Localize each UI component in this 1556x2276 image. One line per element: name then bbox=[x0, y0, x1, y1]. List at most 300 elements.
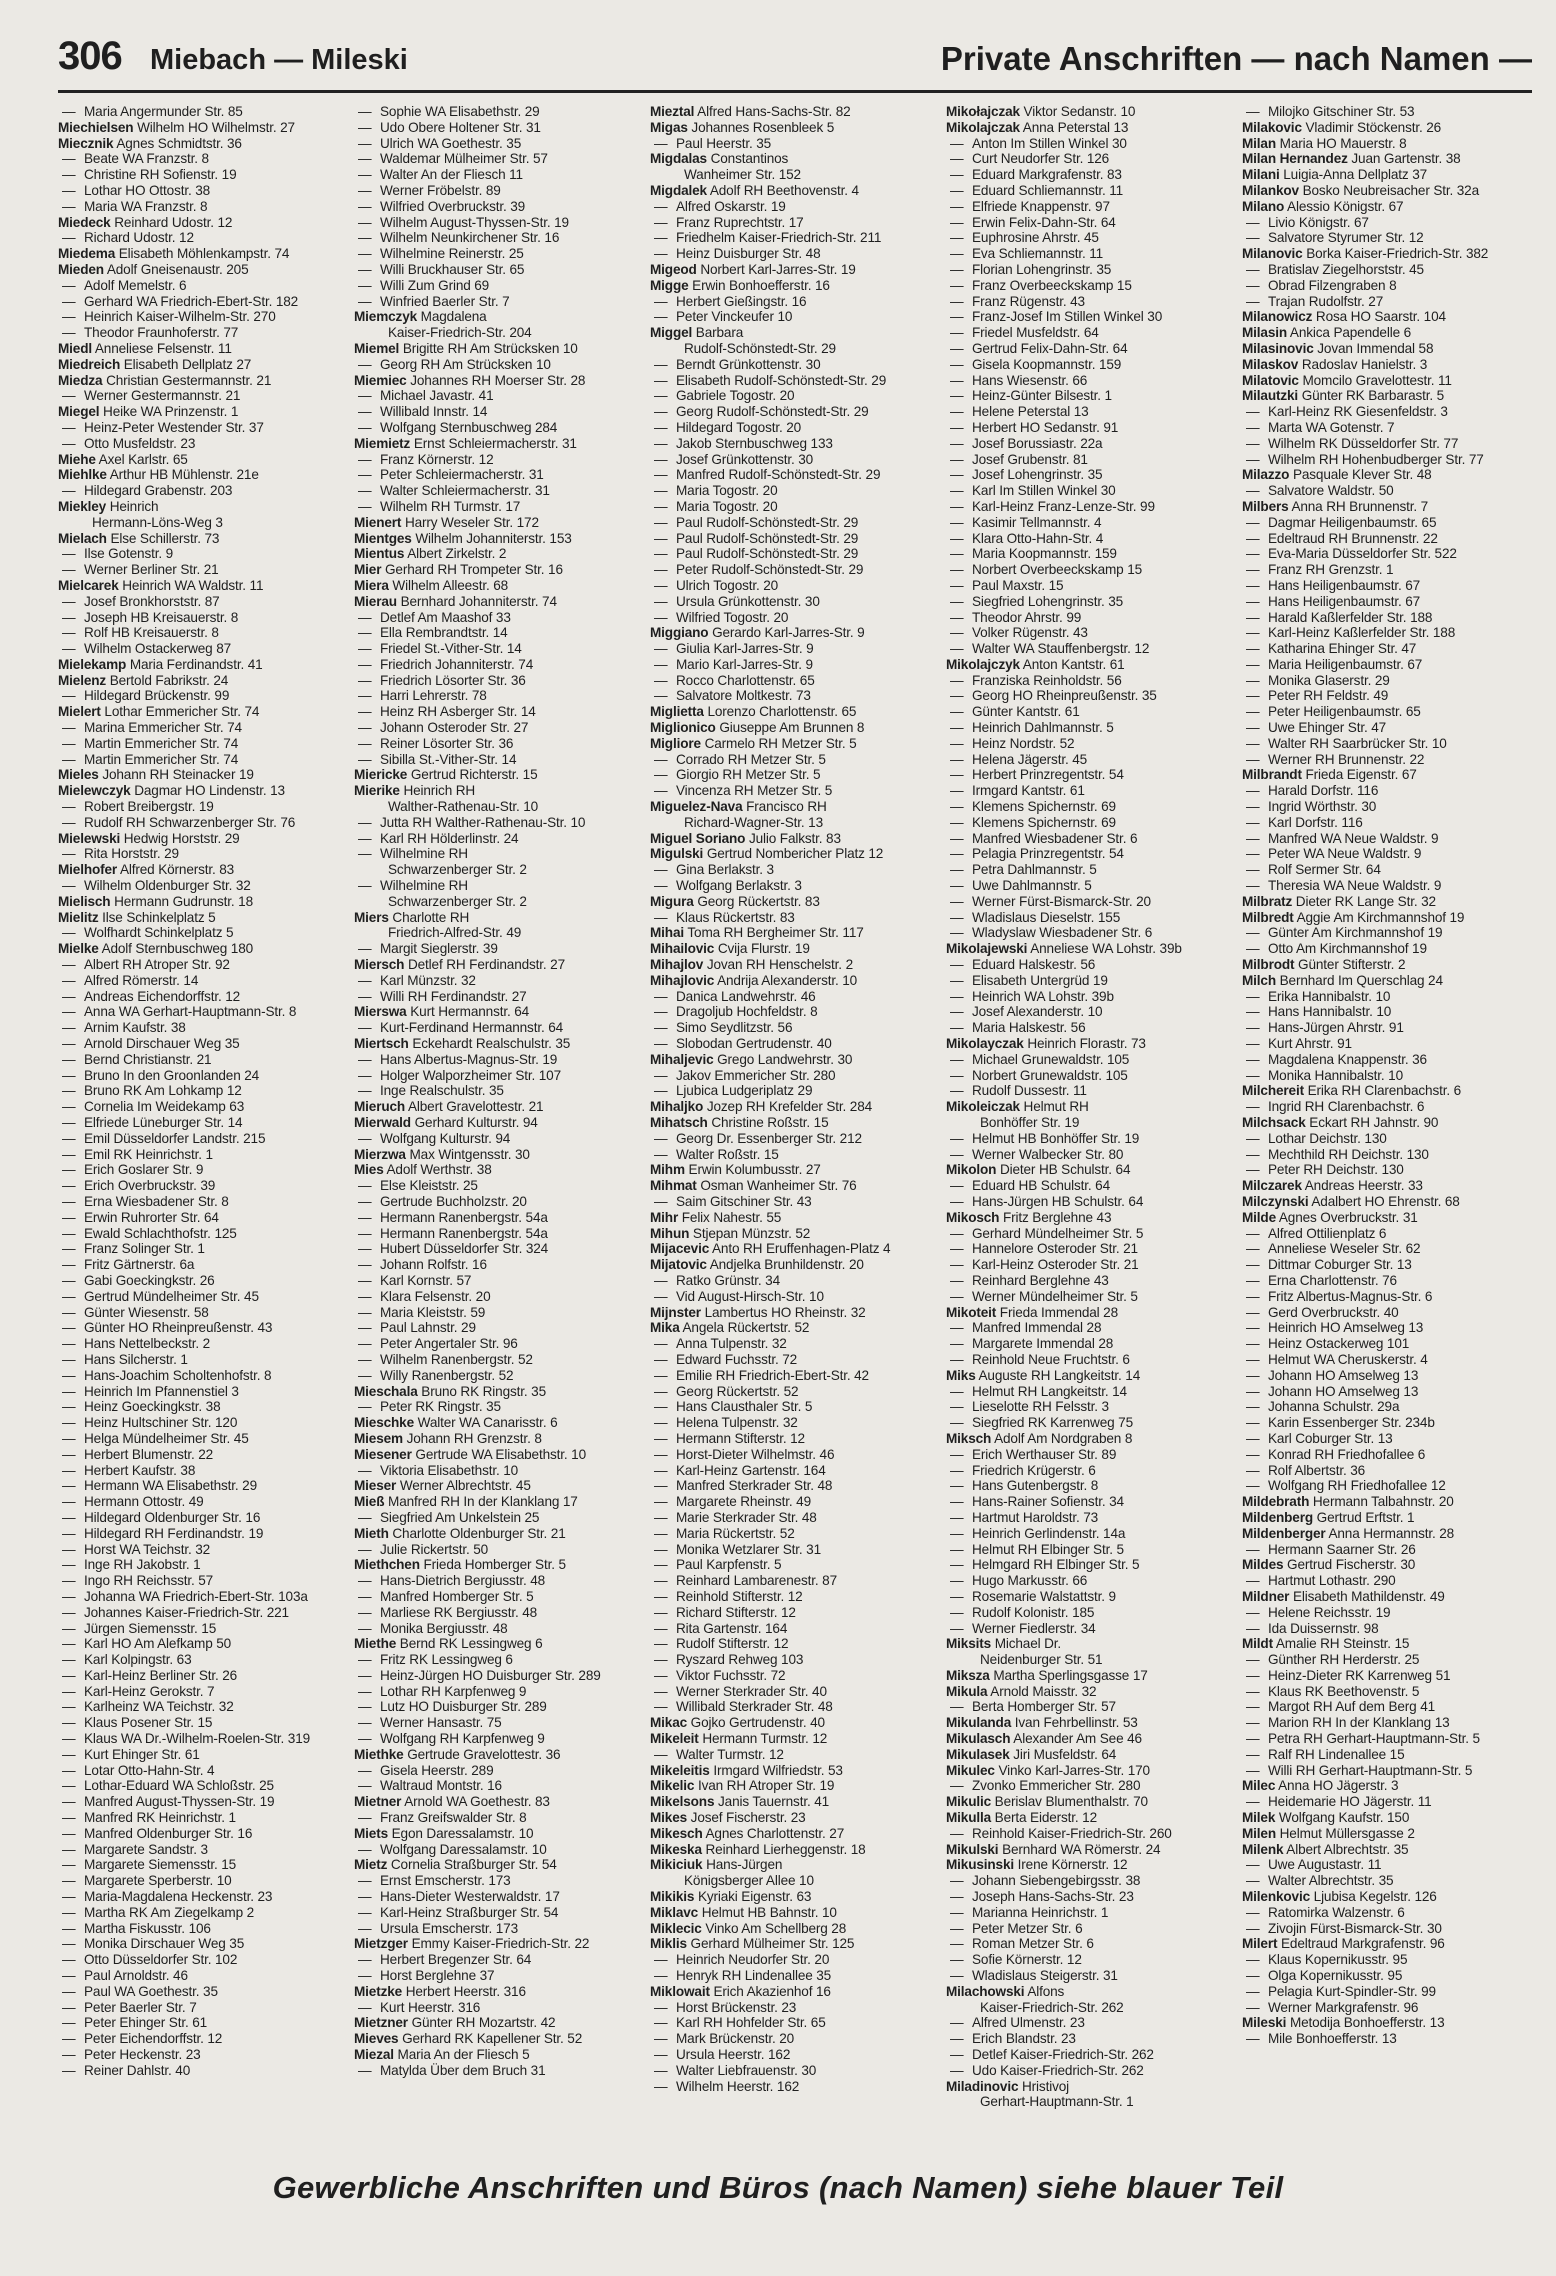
directory-entry bbox=[1242, 1494, 1530, 1510]
entry-surname: Miedreich bbox=[58, 356, 121, 372]
directory-entry bbox=[650, 1747, 938, 1763]
same-surname-dash: — bbox=[1246, 419, 1260, 435]
directory-entry bbox=[354, 294, 642, 310]
entry-details: Auguste RH Langkeitstr. 14 bbox=[978, 1367, 1141, 1383]
same-surname-dash: — bbox=[62, 1841, 76, 1857]
entry-details: Harry Weseler Str. 172 bbox=[404, 514, 539, 530]
entry-surname: Mildenberger bbox=[1242, 1525, 1326, 1541]
entry-details: Anto RH Eruffenhagen-Platz 4 bbox=[712, 1241, 891, 1257]
entry-details: Wilhelm Heerstr. 162 bbox=[676, 2078, 800, 2094]
same-surname-dash: — bbox=[950, 182, 964, 198]
entry-details: Richard Udostr. 12 bbox=[84, 230, 194, 246]
entry-details: Kaiser-Friedrich-Str. 204 bbox=[388, 325, 532, 341]
entry-details: Agnes Overbruckstr. 31 bbox=[1278, 1209, 1418, 1225]
entry-surname: Miggel bbox=[650, 325, 693, 341]
entry-details: Walter Albrechtstr. 35 bbox=[1268, 1873, 1394, 1889]
same-surname-dash: — bbox=[1246, 878, 1260, 894]
same-surname-dash: — bbox=[654, 1383, 668, 1399]
directory-entry bbox=[58, 467, 346, 483]
directory-entry bbox=[354, 1952, 642, 1968]
same-surname-dash: — bbox=[358, 1320, 372, 1336]
entry-details: Kurt Ahrstr. 91 bbox=[1268, 1036, 1352, 1052]
entry-details: Willi RH Gerhart-Hauptmann-Str. 5 bbox=[1268, 1762, 1473, 1778]
entry-details: Arnold Dirschauer Weg 35 bbox=[84, 1036, 240, 1052]
entry-details: Maria Angermunder Str. 85 bbox=[84, 104, 243, 119]
directory-entry bbox=[650, 1621, 938, 1637]
entry-surname: Mikosch bbox=[946, 1209, 1000, 1225]
entry-details: Rolf Sermer Str. 64 bbox=[1268, 862, 1381, 878]
same-surname-dash: — bbox=[654, 1667, 668, 1683]
directory-entry bbox=[1242, 1810, 1530, 1826]
entry-details: Irmgard Kantstr. 61 bbox=[972, 783, 1085, 799]
directory-entry bbox=[650, 1652, 938, 1668]
entry-details: Heinrich Gerlindenstr. 14a bbox=[972, 1525, 1126, 1541]
entry-details: Heinz-Jürgen HO Duisburger Str. 289 bbox=[380, 1667, 601, 1683]
directory-entry bbox=[354, 183, 642, 199]
same-surname-dash: — bbox=[1246, 1667, 1260, 1683]
entry-details: Dieter HB Schulstr. 64 bbox=[999, 1162, 1131, 1178]
directory-entry bbox=[1242, 1699, 1530, 1715]
directory-entry bbox=[946, 1162, 1234, 1178]
same-surname-dash: — bbox=[1246, 1320, 1260, 1336]
entry-surname: Milen bbox=[1242, 1825, 1276, 1841]
entry-details: Adolf Gneisenaustr. 205 bbox=[106, 261, 249, 277]
directory-entry bbox=[354, 610, 642, 626]
entry-surname: Migulski bbox=[650, 846, 704, 862]
entry-details: Erwin Kolumbusstr. 27 bbox=[688, 1162, 821, 1178]
same-surname-dash: — bbox=[1246, 1999, 1260, 2015]
entry-details: Heidemarie HO Jägerstr. 11 bbox=[1268, 1794, 1432, 1810]
same-surname-dash: — bbox=[62, 1336, 76, 1352]
same-surname-dash: — bbox=[358, 1351, 372, 1367]
same-surname-dash: — bbox=[654, 1683, 668, 1699]
same-surname-dash: — bbox=[950, 293, 964, 309]
entry-details: Christine RH Sofienstr. 19 bbox=[84, 167, 237, 183]
entry-details: Johannes Kaiser-Friedrich-Str. 221 bbox=[84, 1604, 289, 1620]
entry-details: Livio Königstr. 67 bbox=[1268, 214, 1369, 230]
same-surname-dash: — bbox=[358, 1288, 372, 1304]
entry-details: Maria-Magdalena Heckenstr. 23 bbox=[84, 1889, 273, 1905]
same-surname-dash: — bbox=[654, 467, 668, 483]
entry-surname: Mietzner bbox=[354, 2015, 408, 2031]
entry-surname: Mildner bbox=[1242, 1588, 1290, 1604]
entry-details: Michael Javastr. 41 bbox=[380, 388, 494, 404]
directory-entry bbox=[354, 831, 642, 847]
entry-details: Zvonko Emmericher Str. 280 bbox=[972, 1778, 1141, 1794]
entry-details: Werner Albrechtstr. 45 bbox=[399, 1478, 531, 1494]
same-surname-dash: — bbox=[654, 1999, 668, 2015]
directory-entry bbox=[58, 309, 346, 325]
entry-surname: Mietzger bbox=[354, 1936, 408, 1952]
directory-entry bbox=[946, 2063, 1234, 2079]
entry-details: Hans Gutenbergstr. 8 bbox=[972, 1478, 1099, 1494]
same-surname-dash: — bbox=[358, 1683, 372, 1699]
same-surname-dash: — bbox=[654, 293, 668, 309]
entry-details: Herbert Blumenstr. 22 bbox=[84, 1446, 214, 1462]
same-surname-dash: — bbox=[62, 1272, 76, 1288]
same-surname-dash: — bbox=[358, 182, 372, 198]
directory-entry bbox=[1242, 1194, 1530, 1210]
directory-entry bbox=[1242, 910, 1530, 926]
directory-entry bbox=[1242, 641, 1530, 657]
directory-entry bbox=[354, 1226, 642, 1242]
directory-entry bbox=[354, 1399, 642, 1415]
entry-surname: Mihaljko bbox=[650, 1099, 704, 1115]
same-surname-dash: — bbox=[1246, 1920, 1260, 1936]
entry-details: Hans Clausthaler Str. 5 bbox=[676, 1399, 813, 1415]
directory-entry bbox=[58, 546, 346, 562]
directory-entry bbox=[354, 1083, 642, 1099]
same-surname-dash: — bbox=[654, 1288, 668, 1304]
directory-entry bbox=[650, 499, 938, 515]
directory-entry bbox=[946, 1936, 1234, 1952]
directory-entry bbox=[1242, 1162, 1530, 1178]
entry-details: Karl Im Stillen Winkel 30 bbox=[972, 483, 1116, 499]
directory-entry bbox=[946, 1020, 1234, 1036]
same-surname-dash: — bbox=[1246, 1873, 1260, 1889]
same-surname-dash: — bbox=[358, 1873, 372, 1889]
directory-entry bbox=[58, 989, 346, 1005]
entry-surname: Mienert bbox=[354, 514, 402, 530]
directory-entry bbox=[1242, 2000, 1530, 2016]
same-surname-dash: — bbox=[62, 1825, 76, 1841]
entry-details: Peter Vinckeufer 10 bbox=[676, 309, 793, 325]
same-surname-dash: — bbox=[358, 1652, 372, 1668]
entry-details: Otto Düsseldorfer Str. 102 bbox=[84, 1952, 238, 1968]
directory-entry bbox=[1242, 1905, 1530, 1921]
directory-entry bbox=[354, 1431, 642, 1447]
directory-entry bbox=[354, 767, 642, 783]
entry-details: Alfons bbox=[1027, 1983, 1065, 1999]
entry-details: Jozep RH Krefelder Str. 284 bbox=[706, 1099, 873, 1115]
same-surname-dash: — bbox=[358, 2062, 372, 2078]
same-surname-dash: — bbox=[654, 1525, 668, 1541]
entry-details: Matylda Über dem Bruch 31 bbox=[380, 2062, 546, 2078]
entry-details: Vid August-Hirsch-Str. 10 bbox=[676, 1288, 824, 1304]
entry-surname: Mikac bbox=[650, 1715, 688, 1731]
entry-details: Christian Gestermannstr. 21 bbox=[106, 372, 272, 388]
same-surname-dash: — bbox=[950, 577, 964, 593]
same-surname-dash: — bbox=[950, 1399, 964, 1415]
entry-details: Karin Essenberger Str. 234b bbox=[1268, 1415, 1435, 1431]
entry-details: Hermann Ranenbergstr. 54a bbox=[380, 1225, 548, 1241]
entry-surname: Mietz bbox=[354, 1857, 388, 1873]
directory-entry bbox=[58, 610, 346, 626]
entry-details: Eva-Maria Düsseldorfer Str. 522 bbox=[1268, 546, 1457, 562]
entry-surname: Mika bbox=[650, 1320, 680, 1336]
entry-details: Albert Gravelottestr. 21 bbox=[407, 1099, 544, 1115]
directory-entry bbox=[58, 578, 346, 594]
entry-details: Beate WA Franzstr. 8 bbox=[84, 151, 209, 167]
same-surname-dash: — bbox=[654, 1430, 668, 1446]
directory-entry bbox=[58, 1684, 346, 1700]
directory-entry bbox=[650, 610, 938, 626]
same-surname-dash: — bbox=[654, 1557, 668, 1573]
entry-details: Vinko Karl-Jarres-Str. 170 bbox=[998, 1762, 1150, 1778]
directory-entry bbox=[354, 1241, 642, 1257]
same-surname-dash: — bbox=[1246, 1051, 1260, 1067]
directory-entry bbox=[946, 989, 1234, 1005]
directory-entry bbox=[1242, 846, 1530, 862]
entry-details: Maria HO Mauerstr. 8 bbox=[1279, 135, 1407, 151]
same-surname-dash: — bbox=[950, 419, 964, 435]
directory-entry bbox=[58, 1510, 346, 1526]
same-surname-dash: — bbox=[62, 641, 76, 657]
entry-details: Klemens Spichernstr. 69 bbox=[972, 814, 1116, 830]
entry-details: Martin Emmericher Str. 74 bbox=[84, 751, 239, 767]
entry-details: Arnold Maisstr. 32 bbox=[990, 1683, 1097, 1699]
entry-details: Bonhöffer Str. 19 bbox=[980, 1115, 1080, 1130]
directory-entry bbox=[946, 467, 1234, 483]
directory-entry bbox=[58, 1194, 346, 1210]
directory-entry bbox=[354, 2015, 642, 2031]
same-surname-dash: — bbox=[62, 1983, 76, 1999]
entry-details: Gertrude Gravelottestr. 36 bbox=[407, 1746, 561, 1762]
entry-surname: Mihm bbox=[650, 1162, 685, 1178]
directory-entry bbox=[946, 1984, 1234, 2000]
same-surname-dash: — bbox=[950, 972, 964, 988]
entry-details: Wolfhardt Schinkelplatz 5 bbox=[84, 925, 234, 941]
entry-details: Maria Ferdinandstr. 41 bbox=[129, 656, 263, 672]
same-surname-dash: — bbox=[950, 309, 964, 325]
entry-surname: Mieruch bbox=[354, 1099, 406, 1115]
entry-details: Else Kleiststr. 25 bbox=[380, 1178, 478, 1194]
directory-entry bbox=[650, 720, 938, 736]
same-surname-dash: — bbox=[62, 325, 76, 341]
entry-details: Helena Tulpenstr. 32 bbox=[676, 1415, 798, 1431]
directory-entry bbox=[1242, 294, 1530, 310]
directory-entry bbox=[650, 1083, 938, 1099]
same-surname-dash: — bbox=[62, 957, 76, 973]
same-surname-dash: — bbox=[654, 1636, 668, 1652]
entry-details: Andrija Alexanderstr. 10 bbox=[717, 972, 858, 988]
entry-details: Hartmut Haroldstr. 73 bbox=[972, 1509, 1099, 1525]
same-surname-dash: — bbox=[62, 1178, 76, 1194]
same-surname-dash: — bbox=[1246, 1257, 1260, 1273]
entry-details: Ingrid RH Clarenbachstr. 6 bbox=[1268, 1099, 1425, 1115]
entry-details: Eckehardt Realschulstr. 35 bbox=[412, 1036, 571, 1052]
same-surname-dash: — bbox=[654, 1494, 668, 1510]
entry-details: Rosa HO Saarstr. 104 bbox=[1315, 309, 1446, 325]
directory-entry bbox=[946, 752, 1234, 768]
entry-details: Walter An der Fliesch 11 bbox=[380, 167, 523, 183]
entry-details: Marina Emmericher Str. 74 bbox=[84, 720, 242, 736]
entry-details: Rolf Albertstr. 36 bbox=[1268, 1462, 1366, 1478]
entry-details: Karl-Heinz Kaßlerfelder Str. 188 bbox=[1268, 625, 1456, 641]
directory-entry bbox=[58, 499, 346, 515]
same-surname-dash: — bbox=[1246, 1272, 1260, 1288]
entry-details: Maria Kleiststr. 59 bbox=[380, 1304, 486, 1320]
entry-surname: Miets bbox=[354, 1825, 388, 1841]
same-surname-dash: — bbox=[358, 641, 372, 657]
entry-details: Manfred WA Neue Waldstr. 9 bbox=[1268, 830, 1439, 846]
same-surname-dash: — bbox=[62, 878, 76, 894]
same-surname-dash: — bbox=[950, 1288, 964, 1304]
directory-entry bbox=[650, 1257, 938, 1273]
entry-details: Margarete Sandstr. 3 bbox=[84, 1841, 208, 1857]
same-surname-dash: — bbox=[358, 498, 372, 514]
same-surname-dash: — bbox=[654, 1446, 668, 1462]
entry-details: Mark Brückenstr. 20 bbox=[676, 2031, 795, 2047]
same-surname-dash: — bbox=[1246, 1225, 1260, 1241]
entry-details: Herbert Heerstr. 316 bbox=[405, 1983, 526, 1999]
entry-surname: Mikolayczak bbox=[946, 1036, 1024, 1052]
directory-entry bbox=[354, 1542, 642, 1558]
directory-entry bbox=[946, 1557, 1234, 1573]
entry-surname: Miggiano bbox=[650, 625, 709, 641]
entry-details: Heinrich Kaiser-Wilhelm-Str. 270 bbox=[84, 309, 276, 325]
same-surname-dash: — bbox=[654, 1746, 668, 1762]
entry-surname: Miechielsen bbox=[58, 119, 134, 135]
entry-details: Bertold Fabrikstr. 24 bbox=[109, 672, 229, 688]
entry-details: Günter RK Barbarastr. 5 bbox=[1301, 388, 1445, 404]
same-surname-dash: — bbox=[950, 641, 964, 657]
entry-surname: Milek bbox=[1242, 1810, 1276, 1826]
entry-surname: Miklecic bbox=[650, 1920, 702, 1936]
same-surname-dash: — bbox=[358, 483, 372, 499]
entry-details: Friedrich Krügerstr. 6 bbox=[972, 1462, 1096, 1478]
directory-entry bbox=[354, 957, 642, 973]
same-surname-dash: — bbox=[1246, 1541, 1260, 1557]
entry-details: Helmut HB Bonhöffer Str. 19 bbox=[972, 1130, 1140, 1146]
same-surname-dash: — bbox=[950, 609, 964, 625]
directory-entry bbox=[1242, 199, 1530, 215]
entry-details: Heinrich Florastr. 73 bbox=[1027, 1036, 1146, 1052]
entry-details: Vladimir Stöckenstr. 26 bbox=[1305, 119, 1442, 135]
entry-details: Theodor Ahrstr. 99 bbox=[972, 609, 1082, 625]
directory-entry bbox=[650, 1589, 938, 1605]
entry-surname: Mikelic bbox=[650, 1778, 695, 1794]
directory-entry bbox=[58, 941, 346, 957]
entry-details: Irene Körnerstr. 12 bbox=[1017, 1857, 1128, 1873]
directory-entry bbox=[946, 230, 1234, 246]
entry-details: Arthur HB Mühlenstr. 21e bbox=[109, 467, 259, 483]
same-surname-dash: — bbox=[62, 1604, 76, 1620]
directory-entry bbox=[1242, 499, 1530, 515]
same-surname-dash: — bbox=[62, 1541, 76, 1557]
same-surname-dash: — bbox=[358, 404, 372, 420]
entry-details: Ulrich Togostr. 20 bbox=[676, 577, 779, 593]
entry-details: Eckart RH Jahnstr. 90 bbox=[1309, 1115, 1439, 1130]
entry-details: Osman Wanheimer Str. 76 bbox=[700, 1178, 857, 1194]
same-surname-dash: — bbox=[1246, 277, 1260, 293]
directory-entry bbox=[650, 594, 938, 610]
directory-entry bbox=[946, 373, 1234, 389]
same-surname-dash: — bbox=[358, 261, 372, 277]
directory-entry bbox=[354, 1036, 642, 1052]
entry-details: Gertrud Felix-Dahn-Str. 64 bbox=[972, 340, 1128, 356]
entry-surname: Mikulasek bbox=[946, 1746, 1010, 1762]
entry-details: Anna Hermannstr. 28 bbox=[1328, 1525, 1455, 1541]
directory-entry bbox=[946, 1352, 1234, 1368]
same-surname-dash: — bbox=[1246, 546, 1260, 562]
entry-details: Emilie RH Friedrich-Ebert-Str. 42 bbox=[676, 1367, 869, 1383]
directory-entry bbox=[1242, 783, 1530, 799]
entry-surname: Mikes bbox=[650, 1810, 688, 1826]
entry-details: Jürgen Siemensstr. 15 bbox=[84, 1620, 217, 1636]
entry-details: Petra Dahlmannstr. 5 bbox=[972, 862, 1097, 878]
directory-entry bbox=[1242, 973, 1530, 989]
entry-details: Marianna Heinrichstr. 1 bbox=[972, 1904, 1109, 1920]
entry-details: Waltraud Montstr. 16 bbox=[380, 1778, 502, 1794]
same-surname-dash: — bbox=[1246, 1367, 1260, 1383]
directory-entry bbox=[946, 120, 1234, 136]
directory-entry bbox=[946, 1083, 1234, 1099]
entry-details: Franz RH Grenzstr. 1 bbox=[1268, 562, 1394, 578]
directory-entry bbox=[58, 1336, 346, 1352]
same-surname-dash: — bbox=[358, 293, 372, 309]
entry-details: Constantinos bbox=[710, 151, 789, 167]
entry-details: Josef Grubenstr. 81 bbox=[972, 451, 1088, 467]
directory-entry bbox=[946, 625, 1234, 641]
entry-details: Norbert Grunewaldstr. 105 bbox=[972, 1067, 1128, 1083]
directory-entry bbox=[58, 1621, 346, 1637]
directory-entry bbox=[946, 1794, 1234, 1810]
same-surname-dash: — bbox=[1246, 688, 1260, 704]
directory-entry bbox=[946, 2015, 1234, 2031]
entry-details: Fritz RK Lessingweg 6 bbox=[380, 1652, 513, 1668]
same-surname-dash: — bbox=[950, 846, 964, 862]
directory-entry bbox=[1242, 357, 1530, 373]
directory-entry bbox=[650, 752, 938, 768]
directory-entry bbox=[946, 136, 1234, 152]
entry-details: Ingrid Wörthstr. 30 bbox=[1268, 799, 1377, 815]
same-surname-dash: — bbox=[1246, 1573, 1260, 1589]
entry-details: Wladyslaw Wiesbadener Str. 6 bbox=[972, 925, 1153, 941]
directory-entry bbox=[1242, 1763, 1530, 1779]
entry-details: Hartmut Lothastr. 290 bbox=[1268, 1573, 1396, 1589]
entry-details: Wolfgang Kaufstr. 150 bbox=[1278, 1810, 1410, 1826]
entry-details: Aggie Am Kirchmannshof 19 bbox=[1296, 909, 1465, 925]
entry-details: Andjelka Brunhildenstr. 20 bbox=[709, 1257, 864, 1273]
entry-details: Viktor Fuchsstr. 72 bbox=[676, 1667, 786, 1683]
same-surname-dash: — bbox=[358, 1952, 372, 1968]
entry-details: Karl Münzstr. 32 bbox=[380, 972, 476, 988]
directory-entry bbox=[1242, 1257, 1530, 1273]
directory-entry bbox=[650, 2079, 938, 2095]
entry-surname: Miklavc bbox=[650, 1904, 699, 1920]
entry-surname: Mieser bbox=[354, 1478, 397, 1494]
directory-entry bbox=[354, 1636, 642, 1652]
directory-entry bbox=[58, 1778, 346, 1794]
same-surname-dash: — bbox=[950, 246, 964, 262]
directory-entry bbox=[1242, 941, 1530, 957]
entry-details: Alfred Ulmenstr. 23 bbox=[972, 2015, 1085, 2031]
directory-entry bbox=[354, 862, 642, 878]
listing-column-1 bbox=[58, 104, 354, 2152]
entry-surname: Miekley bbox=[58, 498, 107, 514]
directory-entry bbox=[1242, 657, 1530, 673]
directory-entry bbox=[354, 1984, 642, 2000]
same-surname-dash: — bbox=[654, 1004, 668, 1020]
same-surname-dash: — bbox=[950, 1494, 964, 1510]
entry-details: Curt Neudorfer Str. 126 bbox=[972, 151, 1110, 167]
entry-surname: Mielhofer bbox=[58, 862, 118, 878]
entry-surname: Milasin bbox=[1242, 325, 1288, 341]
entry-details: Georg HO Rheinpreußenstr. 35 bbox=[972, 688, 1157, 704]
same-surname-dash: — bbox=[1246, 530, 1260, 546]
entry-details: Johann HO Amselweg 13 bbox=[1268, 1383, 1419, 1399]
directory-entry bbox=[650, 436, 938, 452]
directory-entry bbox=[650, 151, 938, 167]
directory-entry bbox=[1242, 1605, 1530, 1621]
same-surname-dash: — bbox=[950, 2031, 964, 2047]
same-surname-dash: — bbox=[358, 230, 372, 246]
same-surname-dash: — bbox=[358, 1573, 372, 1589]
entry-surname: Mikikis bbox=[650, 1889, 695, 1905]
same-surname-dash: — bbox=[1246, 1383, 1260, 1399]
entry-details: Karl-Heinz RK Giesenfeldstr. 3 bbox=[1268, 404, 1448, 420]
